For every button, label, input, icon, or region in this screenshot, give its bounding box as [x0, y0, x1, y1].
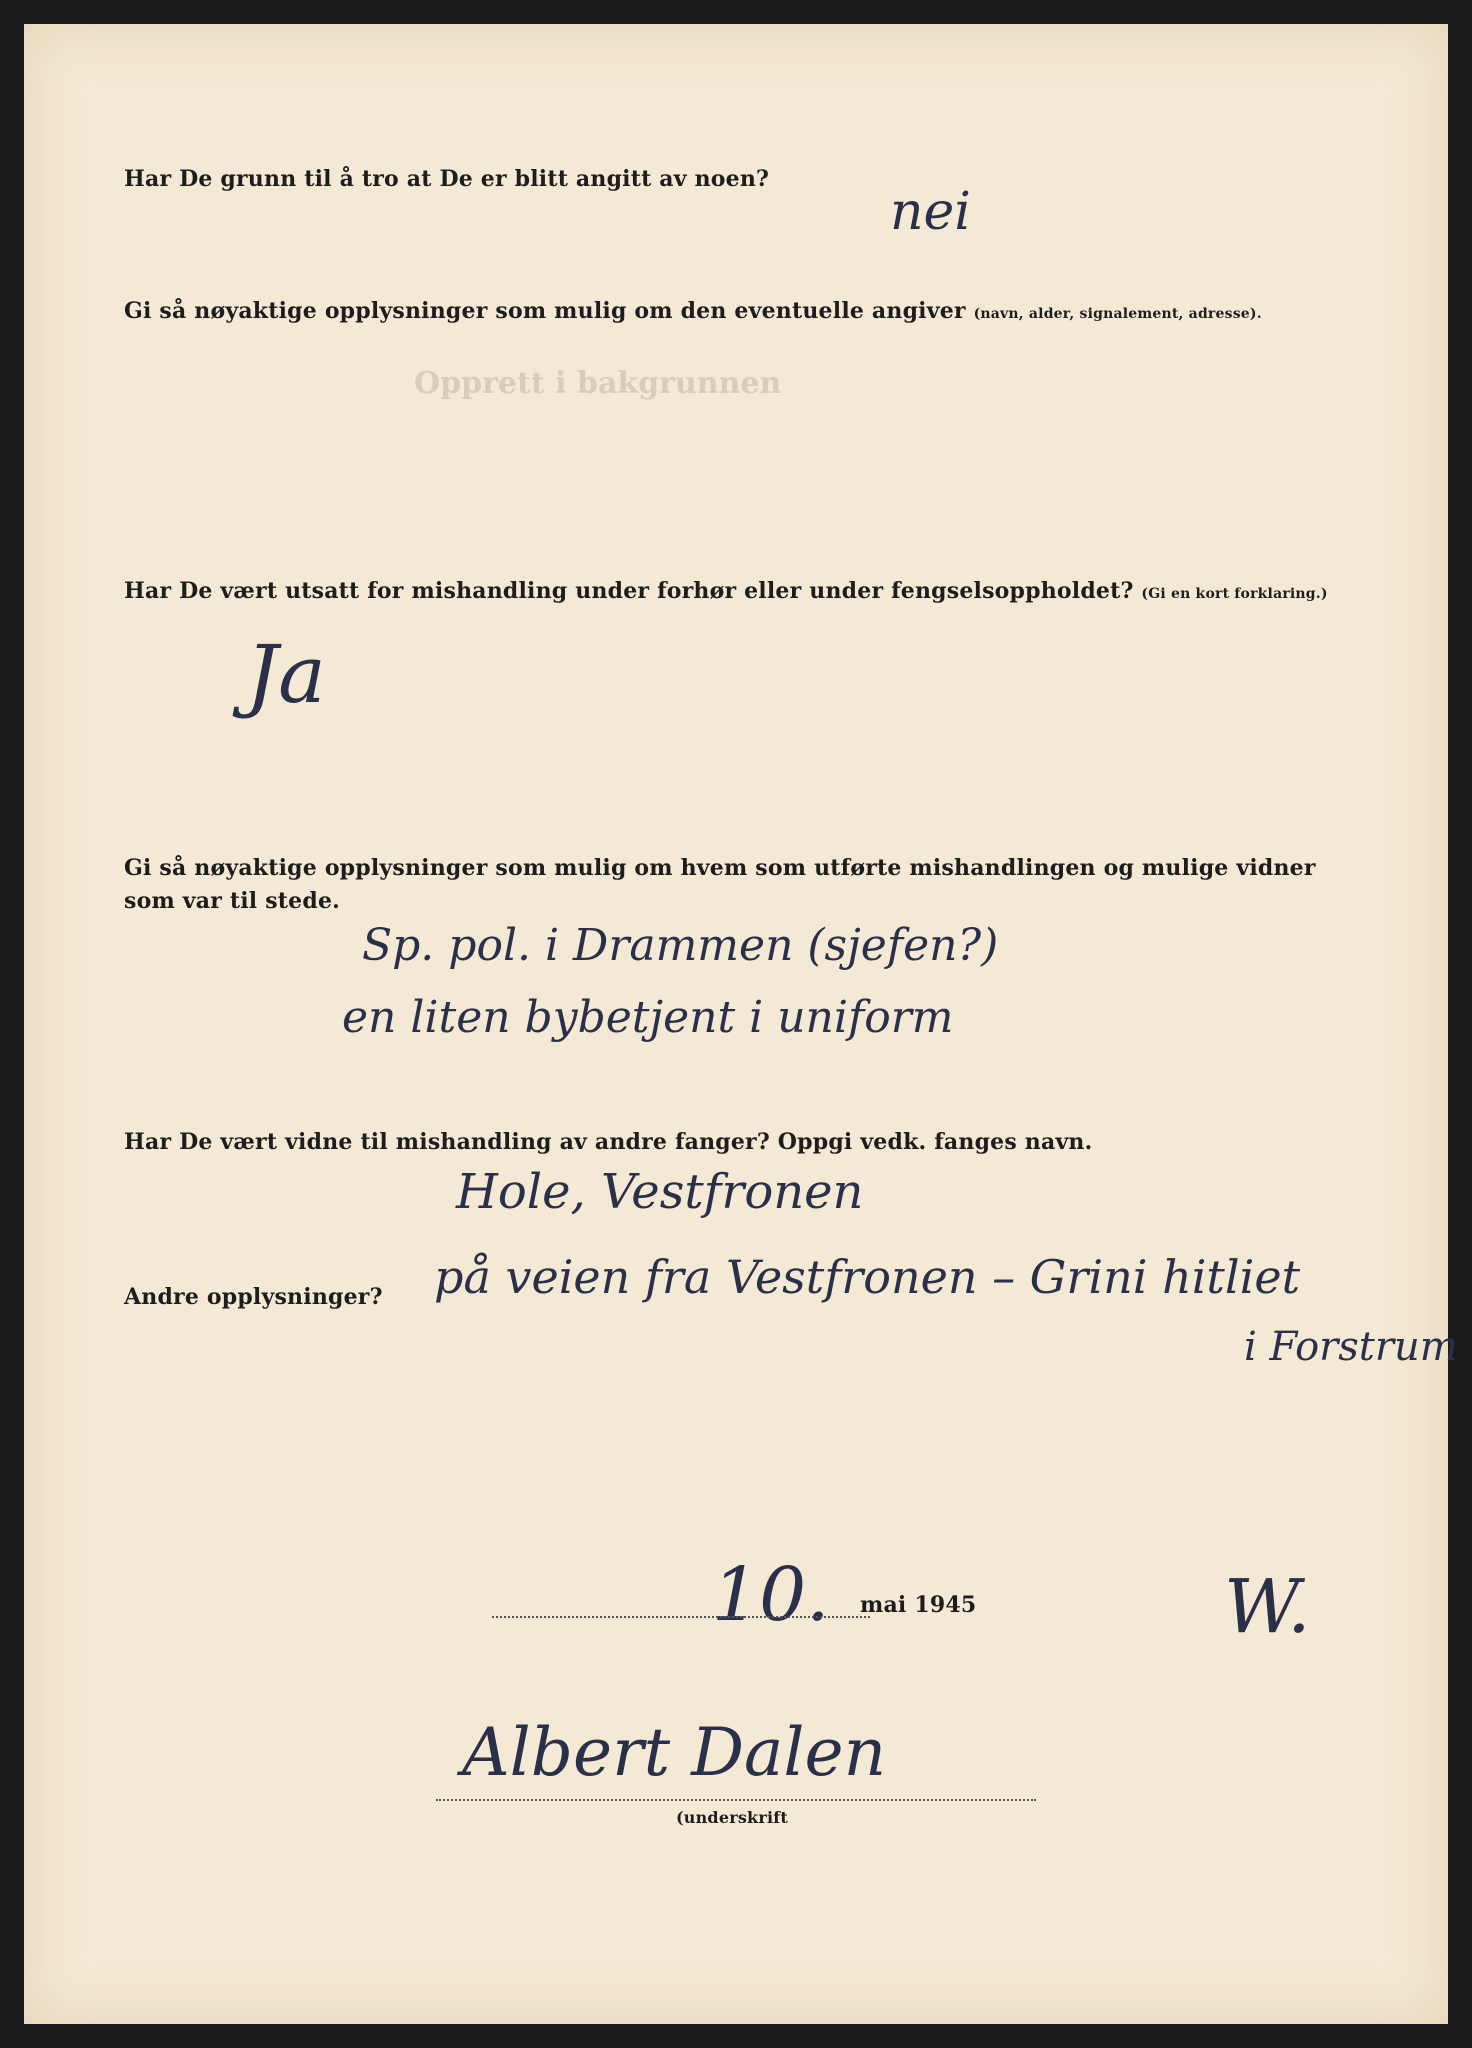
date-dotted-line — [492, 1616, 870, 1618]
handwritten-mark: W. — [1224, 1564, 1311, 1650]
signature-dotted-line — [436, 1799, 1036, 1801]
question-informant-details — [124, 298, 1262, 324]
question-informant-details-main: Gi så nøyaktige opplysninger som mulig om den eventuelle angiver — [124, 298, 966, 324]
answer-perpetrators-line2: en liten bybetjent i uniform — [342, 992, 954, 1043]
date-month-year: mai 1945 — [860, 1592, 977, 1618]
answer-mistreatment: Ja — [246, 628, 326, 721]
show-through-text: Opprett i bakgrunnen — [414, 366, 782, 401]
question-mistreatment-note: (Gi en kort forklaring.) — [1141, 586, 1328, 602]
question-mistreatment — [124, 578, 1328, 604]
answer-witness-line1: Hole, Vestfronen — [456, 1164, 864, 1220]
signature: Albert Dalen — [462, 1714, 887, 1791]
question-perpetrators-line2: som var til stede. — [124, 888, 341, 914]
answer-other-info-line3: i Forstrum — [1244, 1324, 1458, 1370]
question-informant: Har De grunn til å tro at De er blitt angitt av noen? — [124, 166, 770, 192]
signature-label: (underskrift — [676, 1808, 788, 1827]
question-witness: Har De vært vidne til mishandling av andre fanger? Oppgi vedk. fanges navn. — [124, 1129, 1093, 1155]
question-informant-details-note: (navn, alder, signalement, adresse). — [973, 306, 1262, 322]
question-other-info: Andre opplysninger? — [124, 1284, 383, 1310]
document-page — [24, 24, 1458, 2024]
date-day: 10. — [712, 1552, 830, 1638]
answer-informant: nei — [890, 182, 971, 242]
question-perpetrators-line1: Gi så nøyaktige opplysninger som mulig om hvem som utførte mishandlingen og mulige vidner — [124, 855, 1316, 881]
question-mistreatment-main: Har De vært utsatt for mishandling under forhør eller under fengselsoppholdet? — [124, 578, 1134, 604]
answer-other-info-line2: på veien fra Vestfronen – Grini hitliet — [434, 1250, 1301, 1304]
answer-perpetrators-line1: Sp. pol. i Drammen (sjefen?) — [362, 920, 999, 971]
